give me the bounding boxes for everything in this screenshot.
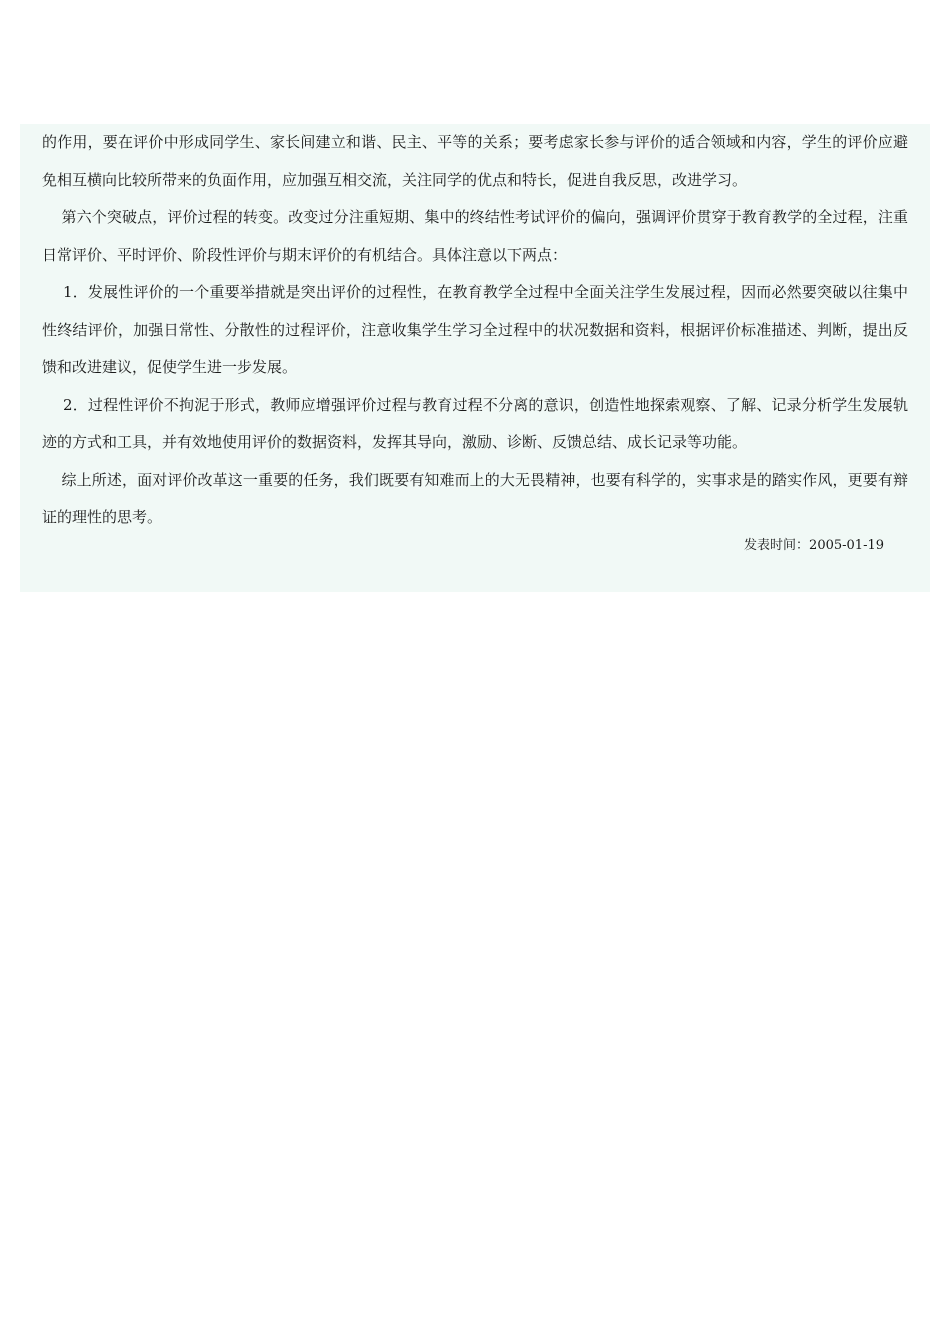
article-panel	[20, 124, 930, 592]
article-paragraph-3: 1．发展性评价的一个重要举措就是突出评价的过程性，在教育教学全过程中全面关注学生发展过程，因而必然要突破以往集中性终结评价，加强日常性、分散性的过程评价，注意收集学生学习全过程中的状况数据和资料，根据评价标准描述、判断，提出反馈和改进建议，促使学生进一步发展。	[42, 283, 908, 376]
publish-time-label: 发表时间：	[744, 538, 810, 553]
article-paragraph-5: 综上所述，面对评价改革这一重要的任务，我们既要有知难而上的大无畏精神，也要有科学的，实事求是的踏实作风，更要有辩证的理性的思考。	[42, 470, 908, 526]
article-paragraph-2: 第六个突破点，评价过程的转变。改变过分注重短期、集中的终结性考试评价的偏向，强调评价贯穿于教育教学的全过程，注重日常评价、平时评价、阶段性评价与期末评价的有机结合。具体注意以下两点：	[42, 208, 908, 264]
publish-time	[744, 534, 884, 553]
article-paragraph-4: 2．过程性评价不拘泥于形式，教师应增强评价过程与教育过程不分离的意识，创造性地探索观察、了解、记录分析学生发展轨迹的方式和工具，并有效地使用评价的数据资料，发挥其导向，激励、诊断、反馈总结、成长记录等功能。	[42, 395, 908, 451]
article-paragraph-1: 的作用，要在评价中形成同学生、家长间建立和谐、民主、平等的关系；要考虑家长参与评价的适合领域和内容，学生的评价应避免相互横向比较所带来的负面作用，应加强互相交流，关注同学的优点和特长，促进自我反思，改进学习。	[42, 133, 908, 189]
publish-time-value: 2005-01-19	[809, 538, 884, 553]
